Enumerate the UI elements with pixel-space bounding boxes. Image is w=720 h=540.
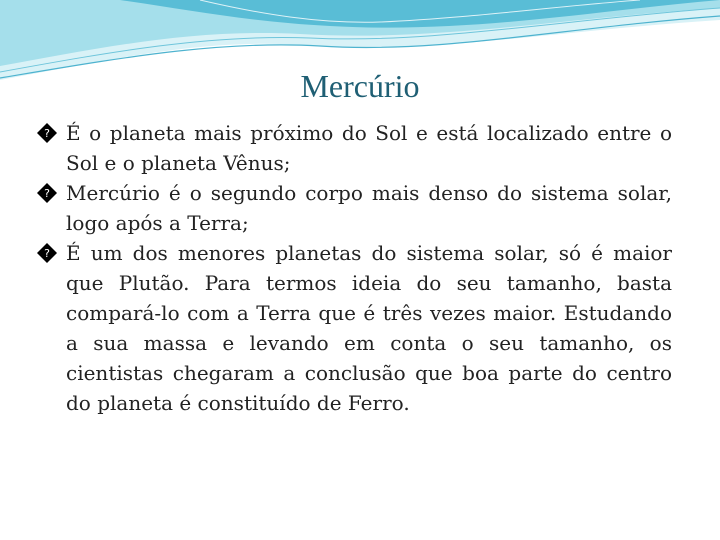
- bullet-item: [36, 238, 672, 418]
- missing-glyph-icon: [36, 242, 58, 264]
- slide-title: Mercúrio: [300, 68, 420, 104]
- svg-text:?: ?: [44, 247, 50, 260]
- bullet-text: É o planeta mais próximo do Sol e está localizado entre o Sol e o planeta Vênus;: [66, 121, 672, 175]
- missing-glyph-icon: [36, 122, 58, 144]
- bullet-item: [36, 178, 672, 238]
- svg-text:?: ?: [44, 187, 50, 200]
- bullet-list: [36, 118, 672, 418]
- svg-text:?: ?: [44, 127, 50, 140]
- bullet-item: [36, 118, 672, 178]
- bullet-text: Mercúrio é o segundo corpo mais denso do sistema solar, logo após a Terra;: [66, 181, 672, 235]
- missing-glyph-icon: [36, 182, 58, 204]
- bullet-text: É um dos menores planetas do sistema solar, só é maior que Plutão. Para termos ideia do seu tamanho, basta compará-lo com a Terra que é três vezes maior. Estudando a sua massa e levando em conta o seu tamanho, os cientistas chegaram a conclusão que boa parte do centro do planeta é constituído de Ferro.: [66, 241, 672, 415]
